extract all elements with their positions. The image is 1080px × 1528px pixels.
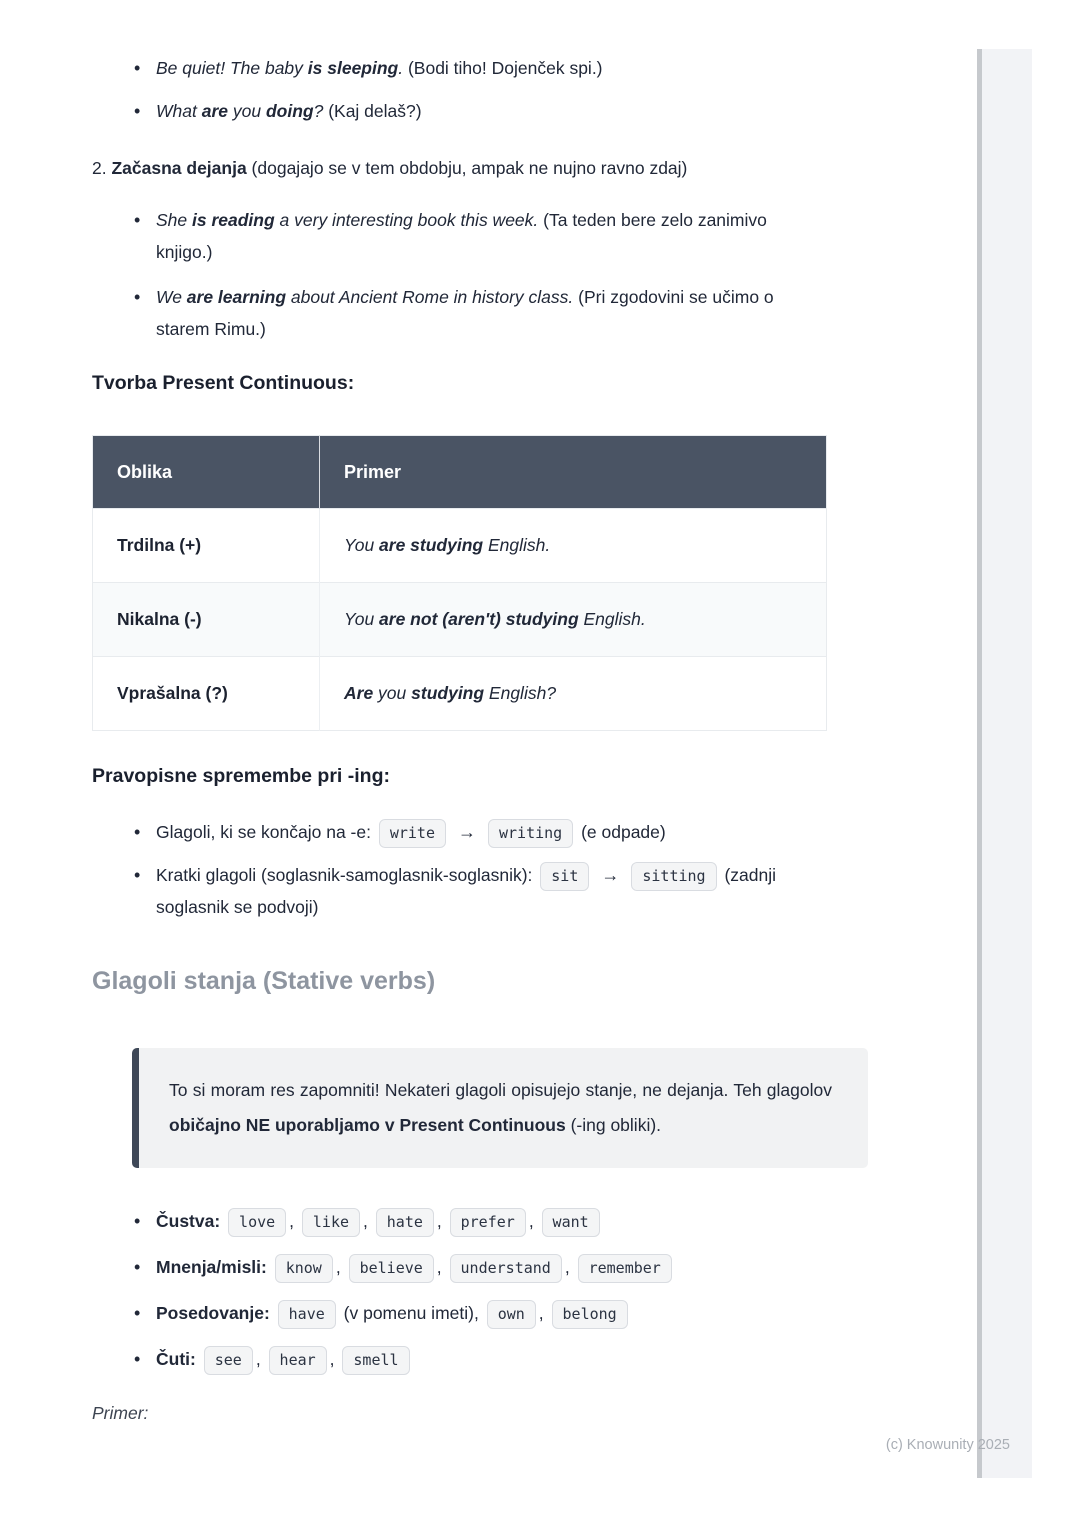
- text-run: ,: [335, 1257, 346, 1277]
- code-chip: have: [278, 1300, 336, 1329]
- list-item-text: [156, 865, 776, 917]
- text-run: Mnenja/misli:: [156, 1257, 272, 1277]
- primer-label: Primer:: [92, 1403, 149, 1423]
- text-run: ,: [538, 1303, 549, 1323]
- list-item-text: [156, 58, 603, 78]
- arrow-right-icon: →: [458, 822, 476, 842]
- table-cell-label: Nikalna (-): [93, 583, 320, 657]
- text-run: You: [344, 535, 380, 555]
- scrollbar[interactable]: [977, 49, 1032, 1478]
- text-run: ,: [363, 1211, 373, 1231]
- code-chip: sit: [540, 862, 589, 891]
- section-heading-stative: Glagoli stanja (Stative verbs): [92, 967, 436, 995]
- list-item-text: [156, 1211, 603, 1231]
- text-run: (dogajajo se v tem obdobju, ampak ne nujno ravno zdaj): [246, 158, 688, 178]
- bullet-icon: [134, 95, 140, 127]
- text-run: are not (aren't) studying: [379, 609, 579, 629]
- note-blockquote: [132, 1048, 868, 1168]
- list-item: [92, 1343, 828, 1375]
- text-run: Čuti:: [156, 1349, 201, 1369]
- text-run: are studying: [379, 535, 484, 555]
- text-run: are learning: [186, 287, 287, 307]
- table-row: [93, 657, 827, 731]
- code-chip: know: [275, 1254, 333, 1283]
- text-run: Začasna dejanja: [111, 158, 247, 178]
- bullet-icon: [134, 281, 140, 313]
- text-run: ,: [436, 1257, 447, 1277]
- text-run: ?: [313, 101, 329, 121]
- list-item: [92, 1251, 828, 1283]
- text-run: (v pomenu imeti),: [338, 1303, 484, 1323]
- text-run: about Ancient Rome in history class.: [286, 287, 579, 307]
- copyright-watermark: (c) Knowunity 2025: [885, 1437, 1010, 1453]
- text-run: English.: [483, 535, 551, 555]
- text-run: you: [373, 683, 412, 703]
- list-item: [92, 281, 828, 345]
- example-list-top: [92, 52, 828, 127]
- list-item-text: [156, 1303, 631, 1323]
- example-list-sub: [92, 204, 828, 345]
- list-item-text: [156, 210, 767, 262]
- bullet-icon: [134, 204, 140, 236]
- list-item: [92, 52, 828, 84]
- code-chip: like: [302, 1208, 360, 1237]
- text-run: (Kaj delaš?): [328, 101, 422, 121]
- list-item-text: [156, 101, 422, 121]
- conjugation-table: [92, 435, 827, 731]
- table-row: [93, 509, 827, 583]
- code-chip: belong: [552, 1300, 628, 1329]
- code-chip: hear: [269, 1346, 327, 1375]
- text-run: English.: [578, 609, 646, 629]
- bullet-icon: [134, 1297, 140, 1329]
- text-run: What: [156, 101, 202, 121]
- spelling-list: [92, 816, 828, 923]
- text-run: is reading: [192, 210, 275, 230]
- code-chip: remember: [578, 1254, 672, 1283]
- table-cell-label: Vprašalna (?): [93, 657, 320, 731]
- arrow-right-icon: →: [601, 865, 620, 885]
- stative-list: [92, 1205, 828, 1375]
- bullet-icon: [134, 816, 140, 848]
- list-item-text: [156, 822, 666, 842]
- text-run: are: [201, 101, 228, 121]
- text-run: (Ta teden bere zelo zanimivo knjigo.): [156, 210, 767, 262]
- list-item: [92, 859, 828, 923]
- section-heading-tvorba: Tvorba Present Continuous:: [92, 372, 355, 394]
- bullet-icon: [134, 1251, 140, 1283]
- table-cell-example: [320, 657, 827, 731]
- text-run: Čustva:: [156, 1211, 226, 1231]
- text-run: 2.: [92, 158, 112, 178]
- text-run: ,: [329, 1349, 340, 1369]
- text-run: Glagoli, ki se končajo na -e:: [156, 822, 376, 842]
- code-chip: hate: [376, 1208, 434, 1237]
- list-item: [92, 816, 828, 848]
- text-run: you: [228, 101, 266, 121]
- table-header-oblika: Oblika: [93, 436, 320, 509]
- text-run: običajno NE uporabljamo v Present Continuous: [169, 1114, 566, 1135]
- code-chip: writing: [488, 819, 573, 848]
- code-chip: see: [204, 1346, 253, 1375]
- text-run: (Pri zgodovini se učimo o starem Rimu.): [156, 287, 774, 339]
- text-run: ,: [255, 1349, 266, 1369]
- bullet-icon: [134, 1343, 140, 1375]
- code-chip: understand: [450, 1254, 562, 1283]
- list-item: [92, 95, 828, 127]
- section-heading-pravopisne: Pravopisne spremembe pri -ing:: [92, 765, 390, 787]
- text-run: studying: [411, 683, 485, 703]
- bullet-icon: [134, 1205, 140, 1237]
- list-item-text: [156, 1257, 675, 1277]
- bullet-icon: [134, 859, 140, 891]
- code-chip: want: [542, 1208, 600, 1237]
- text-run: English?: [484, 683, 557, 703]
- table-row: [93, 583, 827, 657]
- list-item: [92, 1297, 828, 1329]
- text-run: doing: [265, 101, 314, 121]
- code-chip: prefer: [450, 1208, 526, 1237]
- code-chip: write: [379, 819, 446, 848]
- text-run: (zadnji soglasnik se podvoji): [156, 865, 777, 917]
- text-run: .: [398, 58, 408, 78]
- numbered-item: [92, 152, 828, 184]
- bullet-icon: [134, 52, 140, 84]
- code-chip: sitting: [631, 862, 716, 891]
- code-chip: own: [487, 1300, 536, 1329]
- list-item: [92, 1205, 828, 1237]
- text-run: To si moram res zapomniti! Nekateri glagoli opisujejo stanje, ne dejanja. Teh glagolov: [169, 1079, 832, 1100]
- text-run: Kratki glagoli (soglasnik-samoglasnik-soglasnik):: [156, 865, 538, 885]
- text-run: ,: [528, 1211, 539, 1231]
- code-chip: love: [228, 1208, 286, 1237]
- text-run: (Bodi tiho! Dojenček spi.): [407, 58, 603, 78]
- text-run: ,: [564, 1257, 575, 1277]
- text-run: Posedovanje:: [156, 1303, 275, 1323]
- list-item-text: [156, 1349, 413, 1369]
- text-run: You: [344, 609, 380, 629]
- text-run: Be quiet! The baby: [156, 58, 308, 78]
- table-cell-example: [320, 509, 827, 583]
- text-run: She: [156, 210, 192, 230]
- text-run: Are: [344, 683, 374, 703]
- table-cell-label: Trdilna (+): [93, 509, 320, 583]
- text-run: ,: [289, 1211, 299, 1231]
- table-header-row: [93, 436, 827, 509]
- code-chip: smell: [342, 1346, 409, 1375]
- code-chip: believe: [349, 1254, 434, 1283]
- text-run: is sleeping: [307, 58, 399, 78]
- table-header-primer: Primer: [320, 436, 827, 509]
- text-run: (-ing obliki).: [565, 1114, 662, 1135]
- text-run: (e odpade): [576, 822, 666, 842]
- list-item: [92, 204, 828, 268]
- table-cell-example: [320, 583, 827, 657]
- text-run: We: [156, 287, 187, 307]
- list-item-text: [156, 287, 774, 339]
- text-run: a very interesting book this week.: [274, 210, 544, 230]
- text-run: ,: [436, 1211, 447, 1231]
